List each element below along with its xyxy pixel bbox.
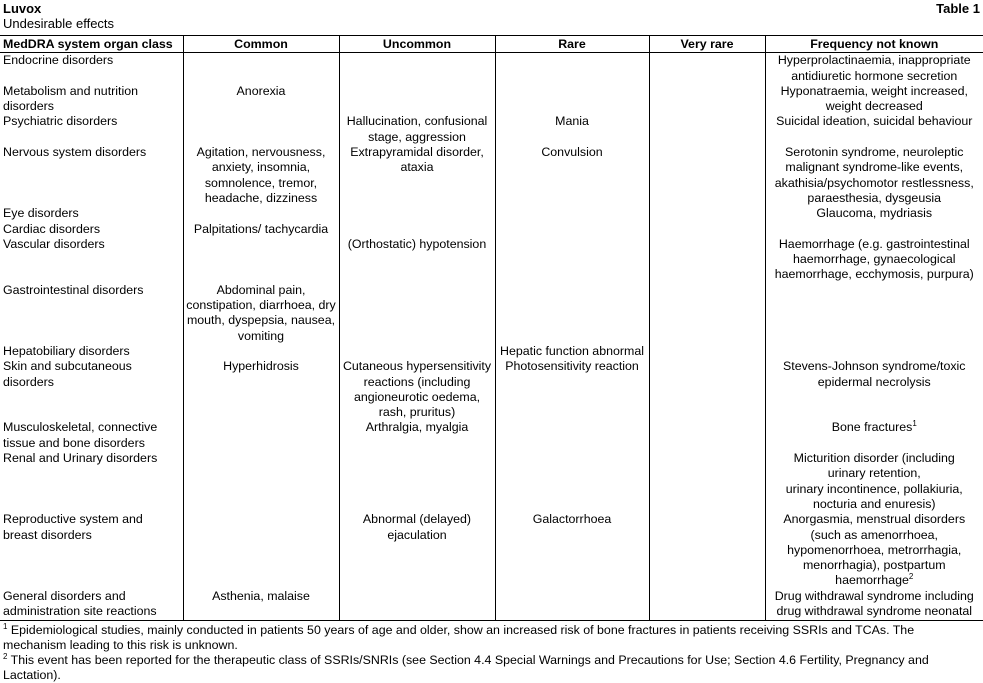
organ-class-cell [0, 589, 183, 621]
uncommon-cell [339, 512, 495, 588]
common-cell [183, 344, 339, 359]
frequency-unknown-cell [765, 283, 983, 344]
frequency-unknown-cell-text: Micturition disorder (including urinary retention, urinary incontinence, pollakiuria, nocturia and enuresis) [785, 451, 963, 511]
very-rare-cell [649, 451, 765, 512]
table-row [0, 84, 983, 115]
organ-class-cell-text: Nervous system disorders [3, 145, 147, 160]
common-cell [183, 206, 339, 221]
common-cell [183, 84, 339, 115]
rare-cell-text: Convulsion [541, 145, 603, 160]
rare-cell [495, 283, 649, 344]
common-cell [183, 283, 339, 344]
frequency-unknown-cell [765, 237, 983, 283]
common-cell [183, 145, 339, 206]
table-row [0, 359, 983, 420]
footnote-reference: 2 [908, 572, 914, 582]
common-cell-text: Abdominal pain, constipation, diarrhoea, dry mouth, dyspepsia, nausea, vomiting [186, 282, 336, 343]
frequency-unknown-cell [765, 53, 983, 84]
very-rare-cell [649, 84, 765, 115]
rare-cell-text: Photosensitivity reaction [505, 359, 639, 374]
very-rare-cell [649, 359, 765, 420]
frequency-unknown-cell [765, 145, 983, 206]
organ-class-cell-text: Skin and subcutaneous disorders [3, 359, 132, 389]
rare-cell [495, 451, 649, 512]
uncommon-cell [339, 420, 495, 451]
organ-class-cell-text: Renal and Urinary disorders [3, 451, 158, 466]
frequency-unknown-cell [765, 420, 983, 451]
very-rare-cell [649, 206, 765, 221]
uncommon-cell-text: Extrapyramidal disorder, ataxia [350, 145, 484, 175]
frequency-unknown-cell [765, 451, 983, 512]
table-row [0, 114, 983, 145]
very-rare-cell [649, 53, 765, 84]
rare-cell [495, 53, 649, 84]
rare-cell-text: Hepatic function abnormal [500, 343, 644, 358]
organ-class-cell [0, 222, 183, 237]
uncommon-cell [339, 344, 495, 359]
organ-class-cell [0, 114, 183, 145]
organ-class-cell [0, 145, 183, 206]
common-cell-text: Palpitations/ tachycardia [193, 221, 329, 236]
organ-class-cell-text: Cardiac disorders [3, 221, 101, 236]
rare-cell [495, 589, 649, 621]
table-body [0, 53, 983, 621]
common-cell-text: Hyperhidrosis [223, 359, 299, 374]
frequency-unknown-cell-text: Glaucoma, mydriasis [816, 206, 933, 221]
table-row [0, 451, 983, 512]
very-rare-cell [649, 420, 765, 451]
rare-cell [495, 344, 649, 359]
uncommon-cell-text: Hallucination, confusional stage, aggression [346, 114, 488, 144]
organ-class-cell-text: Hepatobiliary disorders [3, 343, 130, 358]
footnote-reference: 1 [912, 419, 917, 429]
common-cell-text: Agitation, nervousness, anxiety, insomnia, somnolence, tremor, headache, dizziness [196, 145, 326, 205]
frequency-unknown-cell-text: Haemorrhage (e.g. gastrointestinal haemorrhage, gynaecological haemorrhage, ecchymosis, purpura) [774, 236, 974, 282]
common-cell [183, 512, 339, 588]
common-cell [183, 589, 339, 621]
common-cell-text: Asthenia, malaise [212, 588, 310, 603]
organ-class-cell-text: Eye disorders [3, 206, 79, 221]
frequency-unknown-cell [765, 344, 983, 359]
organ-class-cell-text: Gastrointestinal disorders [3, 282, 144, 297]
very-rare-cell [649, 145, 765, 206]
table-subtitle: Undesirable effects [3, 16, 115, 31]
frequency-unknown-cell [765, 114, 983, 145]
column-header-organ-class: MedDRA system organ class [0, 36, 183, 53]
organ-class-cell [0, 359, 183, 420]
uncommon-cell [339, 53, 495, 84]
frequency-unknown-cell-text: Drug withdrawal syndrome including drug withdrawal syndrome neonatal [774, 588, 974, 618]
frequency-unknown-cell-text: Stevens-Johnson syndrome/toxic epidermal necrolysis [782, 359, 966, 389]
organ-class-cell-text: Metabolism and nutrition disorders [3, 83, 138, 114]
frequency-unknown-cell-text: Bone fractures [831, 420, 913, 435]
common-cell-text: Anorexia [236, 83, 286, 98]
rare-cell [495, 222, 649, 237]
rare-cell [495, 359, 649, 420]
very-rare-cell [649, 512, 765, 588]
organ-class-cell-text: Vascular disorders [3, 236, 105, 251]
common-cell [183, 114, 339, 145]
uncommon-cell [339, 451, 495, 512]
common-cell [183, 53, 339, 84]
uncommon-cell-text: Abnormal (delayed) ejaculation [362, 512, 472, 542]
organ-class-cell [0, 344, 183, 359]
rare-cell [495, 420, 649, 451]
document-header [0, 0, 983, 17]
uncommon-cell [339, 84, 495, 115]
uncommon-cell [339, 222, 495, 237]
table-row [0, 283, 983, 344]
frequency-unknown-cell-text: Suicidal ideation, suicidal behaviour [776, 114, 973, 129]
common-cell [183, 420, 339, 451]
table-row [0, 145, 983, 206]
very-rare-cell [649, 344, 765, 359]
very-rare-cell [649, 222, 765, 237]
uncommon-cell-text: (Orthostatic) hypotension [347, 236, 487, 251]
drug-title: Luvox [3, 1, 42, 16]
organ-class-cell [0, 451, 183, 512]
uncommon-cell [339, 359, 495, 420]
common-cell [183, 359, 339, 420]
rare-cell [495, 145, 649, 206]
uncommon-cell [339, 206, 495, 221]
organ-class-cell-text: Musculoskeletal, connective tissue and bone disorders [3, 420, 158, 450]
frequency-unknown-cell-text: Anorgasmia, menstrual disorders (such as amenorrhoea, hypomenorrhoea, metrorrhagia, menorrhagia), postpartum haemorrhage [783, 512, 966, 588]
organ-class-cell [0, 84, 183, 115]
table-row [0, 237, 983, 283]
column-header-frequency-unknown: Frequency not known [765, 36, 983, 53]
organ-class-cell [0, 283, 183, 344]
organ-class-cell [0, 512, 183, 588]
very-rare-cell [649, 114, 765, 145]
adverse-effects-table [0, 35, 983, 621]
rare-cell [495, 237, 649, 283]
very-rare-cell [649, 589, 765, 621]
organ-class-cell-text: General disorders and administration site reactions [3, 588, 157, 618]
uncommon-cell [339, 114, 495, 145]
frequency-unknown-cell [765, 359, 983, 420]
organ-class-cell [0, 206, 183, 221]
table-row [0, 344, 983, 359]
very-rare-cell [649, 283, 765, 344]
table-row [0, 512, 983, 588]
frequency-unknown-cell [765, 206, 983, 221]
organ-class-cell [0, 237, 183, 283]
table-row [0, 206, 983, 221]
frequency-unknown-cell [765, 512, 983, 588]
common-cell [183, 222, 339, 237]
rare-cell-text: Galactorrhoea [532, 512, 612, 527]
frequency-unknown-cell-text: Hyperprolactinaemia, inappropriate antidiuretic hormone secretion [777, 53, 971, 83]
common-cell [183, 237, 339, 283]
column-header-very-rare: Very rare [649, 36, 765, 53]
table-row [0, 53, 983, 84]
very-rare-cell [649, 237, 765, 283]
rare-cell [495, 512, 649, 588]
uncommon-cell-text: Cutaneous hypersensitivity reactions (including angioneurotic oedema, rash, pruritus) [342, 359, 492, 420]
frequency-unknown-cell-text: Hyponatraemia, weight increased, weight decreased [780, 83, 968, 114]
frequency-unknown-cell [765, 589, 983, 621]
rare-cell-text: Mania [555, 114, 589, 129]
table-row [0, 420, 983, 451]
frequency-unknown-cell [765, 222, 983, 237]
uncommon-cell [339, 145, 495, 206]
table-row [0, 222, 983, 237]
footnote-2 [3, 653, 980, 683]
organ-class-cell-text: Reproductive system and breast disorders [3, 512, 143, 542]
rare-cell [495, 84, 649, 115]
table-number-label: Table 1 [936, 1, 980, 16]
table-row [0, 589, 983, 621]
organ-class-cell-text: Endocrine disorders [3, 53, 114, 68]
uncommon-cell [339, 283, 495, 344]
footnote-1-mark: 1 [3, 622, 8, 632]
table-header-row [0, 36, 983, 53]
rare-cell [495, 114, 649, 145]
uncommon-cell [339, 589, 495, 621]
footnote-1-text: Epidemiological studies, mainly conducted in patients 50 years of age and older, show an increased risk of bone fractures in patients receiving SSRIs and TCAs. The mechanism leading to this risk is unknown. [3, 623, 915, 653]
footnote-2-mark: 2 [3, 652, 8, 662]
frequency-unknown-cell [765, 84, 983, 115]
column-header-common: Common [183, 36, 339, 53]
common-cell [183, 451, 339, 512]
frequency-unknown-cell-text: Serotonin syndrome, neuroleptic malignant syndrome-like events, akathisia/psychomotor restlessness, paraesthesia, dysgeusia [774, 145, 974, 205]
uncommon-cell [339, 237, 495, 283]
organ-class-cell-text: Psychiatric disorders [3, 114, 118, 129]
footnotes [0, 621, 983, 683]
column-header-rare: Rare [495, 36, 649, 53]
organ-class-cell [0, 53, 183, 84]
organ-class-cell [0, 420, 183, 451]
column-header-uncommon: Uncommon [339, 36, 495, 53]
rare-cell [495, 206, 649, 221]
footnote-2-text: This event has been reported for the therapeutic class of SSRIs/SNRIs (see Section 4.4 Special Warnings and Precautions for Use; Section 4.6 Fertility, Pregnancy and Lactation). [3, 653, 929, 683]
uncommon-cell-text: Arthralgia, myalgia [365, 420, 469, 435]
footnote-1 [3, 623, 980, 653]
